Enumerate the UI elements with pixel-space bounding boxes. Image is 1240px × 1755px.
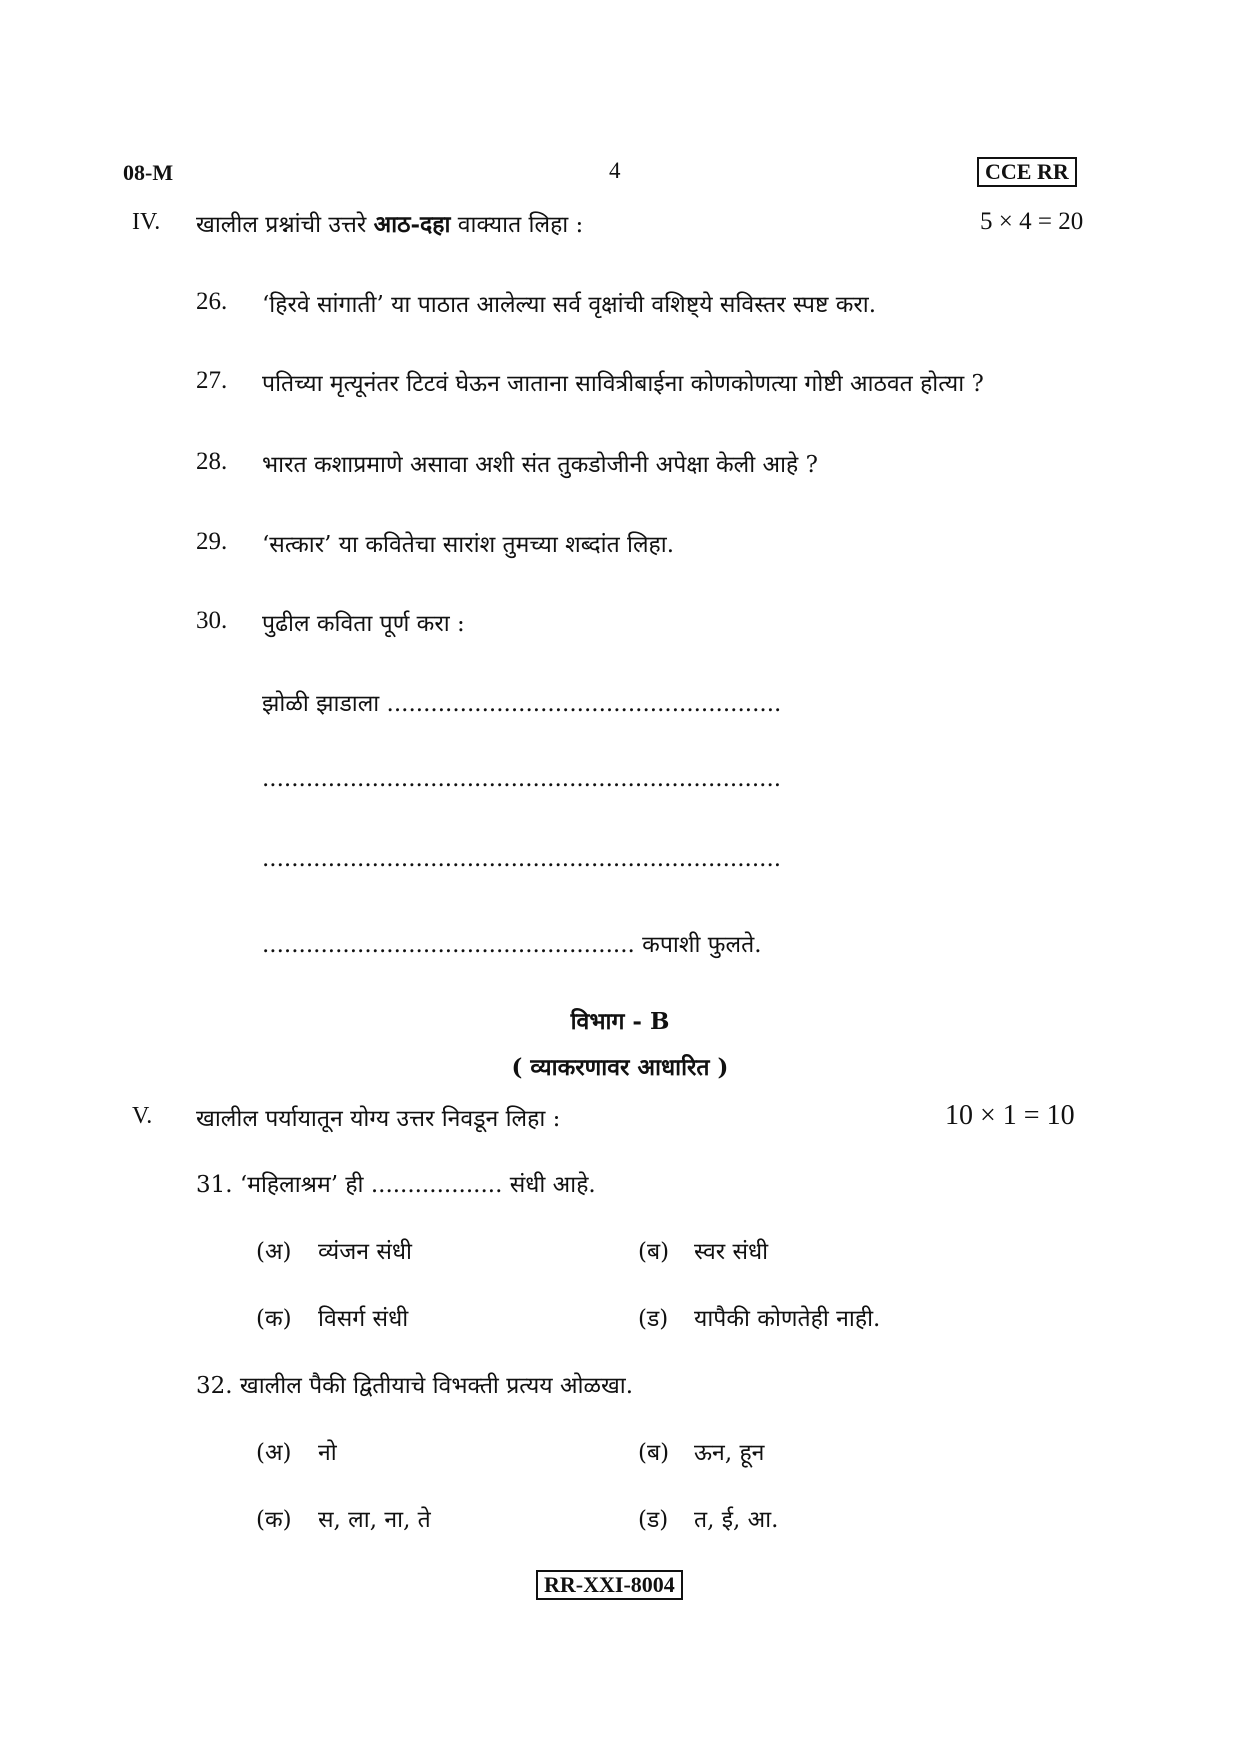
section-v-roman: V. — [132, 1103, 153, 1129]
option-label: (ड) — [638, 1507, 669, 1533]
page-number: 4 — [609, 158, 621, 183]
question-31-text: 31. ‘महिलाश्रम’ ही .................. संधी आहे. — [196, 1172, 596, 1198]
option-text: ऊन, हून — [694, 1440, 765, 1466]
question-number: 28. — [196, 448, 228, 475]
section-iv-roman: IV. — [132, 209, 161, 235]
question-number: 26. — [196, 288, 228, 315]
question-27-text: पतिच्या मृत्यूनंतर टिटवं घेऊन जाताना सावित्रीबाईना कोणकोणत्या गोष्टी आठवत होत्या ? — [262, 371, 984, 397]
option-label: (अ) — [256, 1239, 292, 1265]
footer-code: RR-XXI-8004 — [536, 1570, 683, 1600]
option-text: त, ई, आ. — [694, 1507, 779, 1533]
poem-line: ....................................................................... — [262, 846, 782, 872]
poem-line: झोळी झाडाला ...................................................... — [262, 691, 782, 717]
paper-code: 08-M — [123, 160, 174, 185]
section-v-instruction: खालील पर्यायातून योग्य उत्तर निवडून लिहा : — [196, 1106, 561, 1132]
option-label: (ब) — [638, 1239, 670, 1265]
option-label: (क) — [256, 1306, 292, 1332]
option-text: व्यंजन संधी — [318, 1239, 412, 1265]
option-label: (अ) — [256, 1440, 292, 1466]
question-30-text: पुढील कविता पूर्ण करा : — [262, 611, 465, 637]
option-text: यापैकी कोणतेही नाही. — [694, 1306, 881, 1332]
question-29-text: ‘सत्कार’ या कवितेचा सारांश तुमच्या शब्दांत लिहा. — [262, 532, 675, 558]
cce-rr-badge: CCE RR — [977, 157, 1077, 187]
poem-line: ....................................................................... — [262, 766, 782, 792]
section-v-marks: 10 × 1 = 10 — [945, 1100, 1075, 1131]
section-iv-marks: 5 × 4 = 20 — [980, 208, 1084, 235]
option-label: (ड) — [638, 1306, 669, 1332]
option-text: विसर्ग संधी — [318, 1306, 409, 1332]
option-text: स, ला, ना, ते — [318, 1507, 431, 1533]
question-26-text: ‘हिरवे सांगाती’ या पाठात आलेल्या सर्व वृक्षांची वशिष्ट्ये सविस्तर स्पष्ट करा. — [262, 292, 877, 318]
option-label: (क) — [256, 1507, 292, 1533]
option-text: नो — [318, 1440, 337, 1466]
poem-line: ................................................... कपाशी फुलते. — [262, 932, 762, 958]
question-number: 29. — [196, 528, 228, 555]
option-label: (ब) — [638, 1440, 670, 1466]
question-28-text: भारत कशाप्रमाणे असावा अशी संत तुकडोजीनी अपेक्षा केली आहे ? — [262, 452, 818, 478]
section-b-title: विभाग - B — [570, 1008, 670, 1035]
question-number: 27. — [196, 367, 228, 394]
question-32-text: 32. खालील पैकी द्वितीयाचे विभक्ती प्रत्यय ओळखा. — [196, 1373, 634, 1399]
section-b-subtitle: ( व्याकरणावर आधारित ) — [511, 1054, 729, 1081]
question-number: 30. — [196, 607, 228, 634]
option-text: स्वर संधी — [694, 1239, 769, 1265]
section-iv-instruction: खालील प्रश्नांची उत्तरे आठ-दहा वाक्यात लिहा : — [196, 211, 584, 238]
